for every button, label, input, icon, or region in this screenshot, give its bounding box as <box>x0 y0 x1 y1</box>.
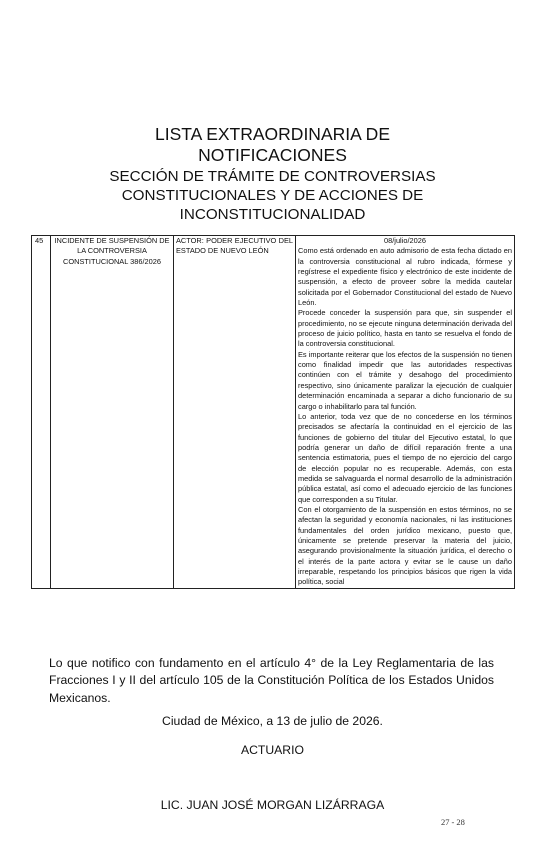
legal-notice: Lo que notifico con fundamento en el artículo 4° de la Ley Reglamentaria de las Fracciones I y II del artículo 105 de la Constitución Política de los Estados Unidos Mexicanos. <box>49 656 494 705</box>
entry-date: 08/julio/2026 <box>384 236 426 245</box>
section-subtitle-line1: SECCIÓN DE TRÁMITE DE CONTROVERSIAS <box>109 168 436 185</box>
acuerdo-paragraph-2: Procede conceder la suspensión para que, sin suspender el procedimiento, no se ejecute ninguna determinación derivada del proceso de juicio político, hasta en tanto se resuelva el fondo de la controversia constitucional. <box>298 308 512 349</box>
acuerdo-paragraph-5: Con el otorgamiento de la suspensión en estos términos, no se afectan la seguridad y economía nacionales, ni las instituciones fundamentales del orden jurídico mexicano, puesto que, únicamente se pretende preservar la materia del juicio, asegurando provisionalmente la situación jurídica, el derecho o el interés de la parte actora y evitar se le cause un daño irreparable, respetando los principios básicos que rigen la vida política, social <box>298 504 512 587</box>
section-subtitle-line2: CONSTITUCIONALES Y DE ACCIONES DE <box>121 187 424 204</box>
acuerdo-paragraph-3: Es importante reiterar que los efectos de la suspensión no tienen como finalidad impedir que las autoridades respectivas continúen con el trámite y desahogo del procedimiento respectivo, sino únicamente paralizar la ejecución de cualquier determinación encaminada a separar a dicho funcionario de su cargo o inhabilitarlo para tal función. <box>298 349 512 411</box>
list-title-line1: LISTA EXTRAORDINARIA DE <box>154 124 390 144</box>
notification-table <box>31 235 515 589</box>
acuerdo-paragraph-4: Lo anterior, toda vez que de no concederse en los términos precisados se afectaría la continuidad en el ejercicio de las funciones de gobierno del titular del Ejecutivo estatal, lo que podría generar un daño de difícil reparación frente a una sentencia estimatoria, pues el tiempo de no ejercicio del cargo de elección popular no es recuperable. Además, con esta medida se salvaguarda el normal desarrollo de la administración pública estatal, así como el adecuado ejercicio de las funciones que corresponden a su Titular. <box>298 411 512 504</box>
page-number: 27 - 28 <box>441 817 465 827</box>
page-current: 27 <box>441 817 450 827</box>
entry-expediente: INCIDENTE DE SUSPENSIÓN DE LA CONTROVERSIA CONSTITUCIONAL 386/2026 <box>51 236 174 589</box>
entry-actor: ACTOR: PODER EJECUTIVO DEL ESTADO DE NUEVO LEÓN <box>174 236 296 589</box>
list-title-line2: NOTIFICACIONES <box>198 145 347 165</box>
page-total: 28 <box>456 817 465 827</box>
entry-acuerdo <box>296 236 515 589</box>
city-date: Ciudad de México, a 13 de julio de 2026. <box>162 714 383 728</box>
signer-role: ACTUARIO <box>241 743 304 757</box>
table-row <box>32 236 515 589</box>
acuerdo-paragraph-1: Como está ordenado en auto admisorio de esta fecha dictado en la controversia constitucional al rubro indicada, fórmese y regístrese el expediente físico y electrónico de este incidente de suspensión, a efecto de proveer sobre la medida cautelar solicitada por el Gobernador Constitucional del estado de Nuevo León. <box>298 246 512 308</box>
section-subtitle-line3: INCONSTITUCIONALIDAD <box>179 206 366 223</box>
signer-name: LIC. JUAN JOSÉ MORGAN LIZÁRRAGA <box>160 798 385 812</box>
entry-number: 45 <box>32 236 51 589</box>
